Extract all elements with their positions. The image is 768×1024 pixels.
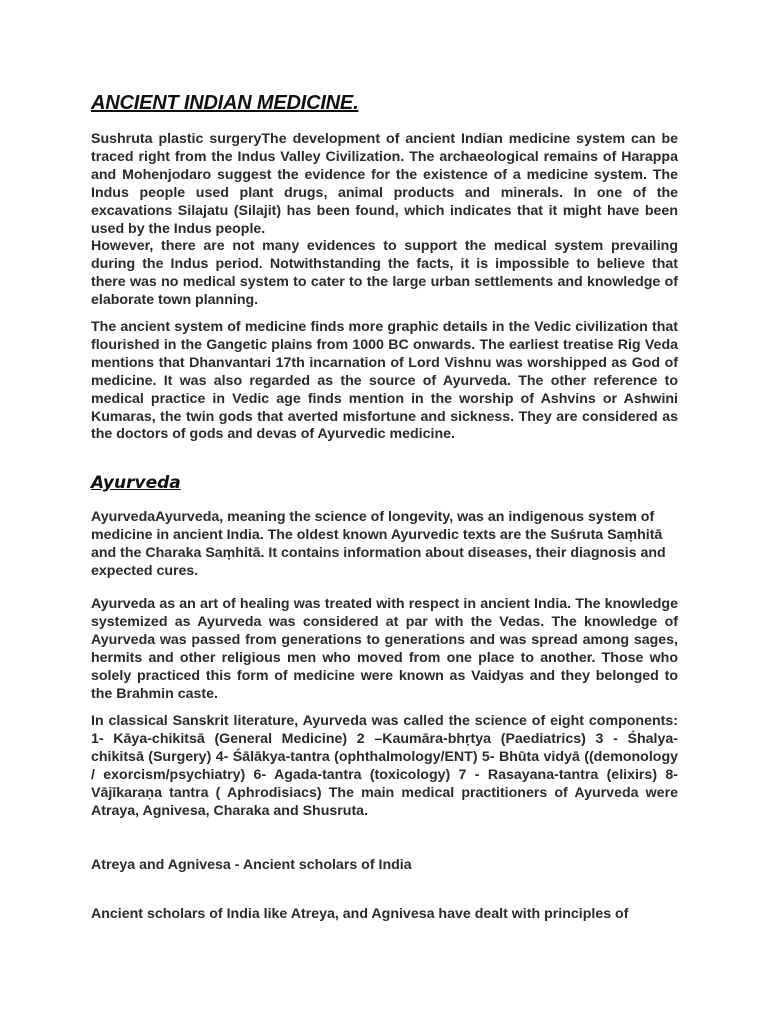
paragraph-indus-evidence: However, there are not many evidences to support the medical system prevailing during the Indus period. Notwithstanding the facts, it is impossible to believe that there was no medical system to cater to the large urban settlements and knowledge of elaborate town planning. [91, 238, 678, 308]
paragraph-indus-origins: Sushruta plastic surgeryThe development of ancient Indian medicine system can be traced right from the Indus Valley Civilization. The archaeological remains of Harappa and Mohenjodaro suggest the evidence for the existence of a medicine system. The Indus people used plant drugs, animal products and minerals. In one of the excavations Silajatu (Silajit) has been found, which indicates that it might have been used by the Indus people. [91, 131, 678, 237]
paragraph-eight-components: In classical Sanskrit literature, Ayurveda was called the science of eight components: 1- Kāya-chikitsā (General Medicine) 2 –Kaumāra-bhṛtya (Paediatrics) 3 - Śhalya-chikitsā (Surgery) 4- Śālākya-tantra (ophthalmology/ENT) 5- Bhūta vidyā ((demonology / exorcism/psychiatry) 6- Agada-tantra (toxicology) 7 - Rasayana-tantra (elixirs) 8- Vājīkaraṇa tantra ( Aphrodisiacs) The main medical practitioners of Ayurveda were Atraya, Agnivesa, Charaka and Shusruta. [91, 713, 678, 819]
document-title: ANCIENT INDIAN MEDICINE. [91, 92, 359, 114]
paragraph-vedic-medicine: The ancient system of medicine finds more graphic details in the Vedic civilization that flourished in the Gangetic plains from 1000 BC onwards. The earliest treatise Rig Veda mentions that Dhanvantari 17th incarnation of Lord Vishnu was worshipped as God of medicine. It was also regarded as the source of Ayurveda. The other reference to medical practice in Vedic age finds mention in the worship of Ashvins or Ashwini Kumaras, the twin gods that averted misfortune and sickness. They are considered as the doctors of gods and devas of Ayurvedic medicine. [91, 319, 678, 443]
paragraph-ancient-scholars-heading: Atreya and Agnivesa - Ancient scholars of India [91, 857, 412, 873]
paragraph-ayurveda-definition: AyurvedaAyurveda, meaning the science of longevity, was an indigenous system of medicine in ancient India. The oldest known Ayurvedic texts are the Suśruta Saṃhitā and the Charaka Saṃhitā. It contains information about diseases, their diagnosis and expected cures. [91, 509, 666, 579]
paragraph-ancient-scholars: Ancient scholars of India like Atreya, and Agnivesa have dealt with principles of [91, 906, 629, 922]
section-heading-ayurveda: Ayurveda [91, 473, 181, 493]
paragraph-ayurveda-healing: Ayurveda as an art of healing was treated with respect in ancient India. The knowledge systemized as Ayurveda was considered at par with the Vedas. The knowledge of Ayurveda was passed from generations to generations and was spread among sages, hermits and other religious men who moved from one place to another. Those who solely practiced this form of medicine were known as Vaidyas and they belonged to the Brahmin caste. [91, 596, 678, 702]
